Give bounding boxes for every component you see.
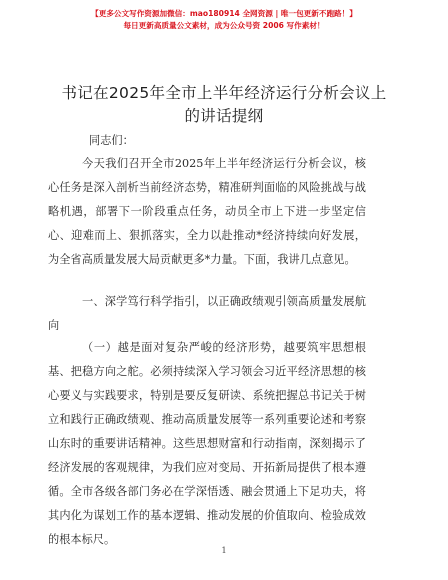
section-1-heading: 一、深学笃行科学指引，以正确政绩观引领高质量发展航向 <box>48 295 366 332</box>
title-line-1: 书记在2025年全市上半年经济运行分析会议上 <box>61 84 387 102</box>
banner-line-1: 【更多公文写作资源加微信：mao180914 全网资源 | 唯一包更新不跑路！】 <box>91 9 357 18</box>
paragraph-intro: 今天我们召开全市2025年上半年经济运行分析会议，核心任务是深入剖析当前经济态势，精准研判面临的风险挑战与战略机遇，部署下一阶段重点任务，动员全市上下进一步坚定信心、迎难而上、狠抓落实，全力以赴推动*经济持续向好发展，为全省高质量发展大局贡献更多*力量。下面，我讲几点意见。 <box>48 157 366 266</box>
paragraph-section-1-1: （一）越是面对复杂严峻的经济形势，越要筑牢思想根基、把稳方向之舵。必须持续深入学习领会习近平经济思想的核心要义与实践要求，特别是要反复研读、系统把握总书记关于树立和践行正确政绩观、推动高质量发展等一系列重要论述和考察山东时的重要讲话精神。这些思想财富和行动指南，深刻揭示了经济发展的客观规律，为我们应对变局、开拓新局提供了根本遵循。全市各级各部门务必在学深悟透、融会贯通上下足功夫，将其内化为谋划工作的基本逻辑、推动发展的价值取向、检验成效的根本标尺。 <box>48 341 366 546</box>
header-banner <box>0 8 448 32</box>
banner-line-2: 每日更新高质量公文素材，成为公众号资 2006 写作素材！ <box>123 21 325 30</box>
salutation: 同志们： <box>89 134 134 147</box>
title-line-2: 的讲话提纲 <box>184 107 264 125</box>
document-title <box>50 82 398 128</box>
page-number: 1 <box>221 546 227 555</box>
